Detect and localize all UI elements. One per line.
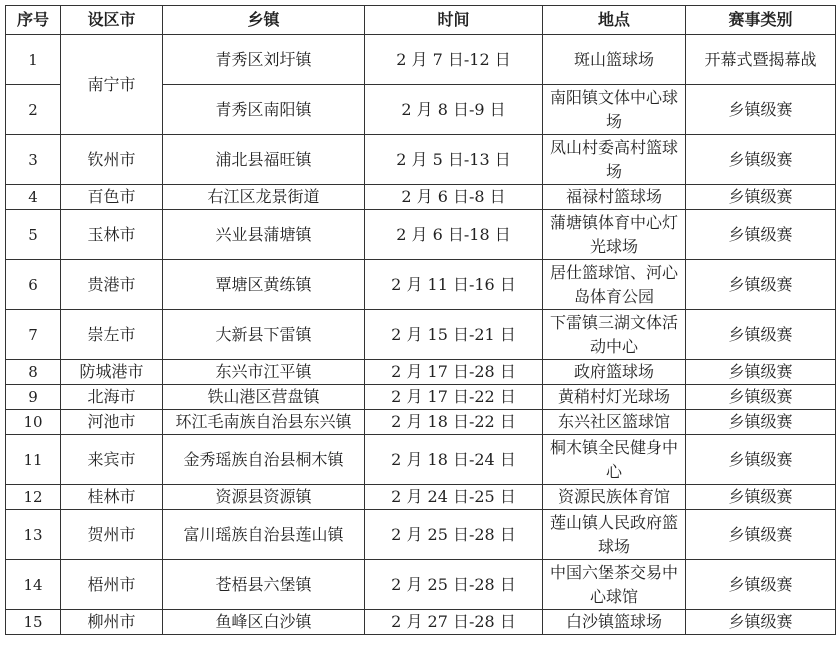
cell-town: 青秀区南阳镇	[163, 85, 365, 135]
cell-category: 乡镇级赛	[686, 560, 836, 610]
cell-time: 2 月 25 日-28 日	[365, 560, 543, 610]
cell-category: 开幕式暨揭幕战	[686, 35, 836, 85]
header-index: 序号	[6, 6, 61, 35]
table-row	[6, 210, 836, 260]
cell-time: 2 月 17 日-22 日	[365, 385, 543, 410]
schedule-table	[5, 5, 836, 635]
cell-venue: 中国六堡茶交易中心球馆	[543, 560, 686, 610]
cell-category: 乡镇级赛	[686, 510, 836, 560]
cell-town: 金秀瑶族自治县桐木镇	[163, 435, 365, 485]
header-row	[6, 6, 836, 35]
cell-index: 7	[6, 310, 61, 360]
table-row	[6, 385, 836, 410]
cell-town: 兴业县蒲塘镇	[163, 210, 365, 260]
cell-venue: 凤山村委高村篮球场	[543, 135, 686, 185]
cell-time: 2 月 6 日-18 日	[365, 210, 543, 260]
cell-town: 铁山港区营盘镇	[163, 385, 365, 410]
cell-venue: 东兴社区篮球馆	[543, 410, 686, 435]
cell-time: 2 月 18 日-24 日	[365, 435, 543, 485]
cell-town: 鱼峰区白沙镇	[163, 610, 365, 635]
cell-index: 12	[6, 485, 61, 510]
table-row	[6, 35, 836, 85]
cell-time: 2 月 5 日-13 日	[365, 135, 543, 185]
cell-category: 乡镇级赛	[686, 210, 836, 260]
cell-category: 乡镇级赛	[686, 185, 836, 210]
cell-city: 梧州市	[61, 560, 163, 610]
cell-category: 乡镇级赛	[686, 385, 836, 410]
cell-town: 覃塘区黄练镇	[163, 260, 365, 310]
cell-category: 乡镇级赛	[686, 435, 836, 485]
cell-town: 环江毛南族自治县东兴镇	[163, 410, 365, 435]
cell-venue: 白沙镇篮球场	[543, 610, 686, 635]
table-row	[6, 135, 836, 185]
cell-category: 乡镇级赛	[686, 310, 836, 360]
cell-city: 桂林市	[61, 485, 163, 510]
cell-city: 玉林市	[61, 210, 163, 260]
table-row	[6, 185, 836, 210]
cell-time: 2 月 15 日-21 日	[365, 310, 543, 360]
cell-city: 南宁市	[61, 35, 163, 135]
cell-venue: 资源民族体育馆	[543, 485, 686, 510]
cell-category: 乡镇级赛	[686, 360, 836, 385]
cell-town: 大新县下雷镇	[163, 310, 365, 360]
cell-index: 4	[6, 185, 61, 210]
cell-category: 乡镇级赛	[686, 260, 836, 310]
cell-time: 2 月 24 日-25 日	[365, 485, 543, 510]
cell-time: 2 月 11 日-16 日	[365, 260, 543, 310]
cell-index: 5	[6, 210, 61, 260]
cell-venue: 政府篮球场	[543, 360, 686, 385]
cell-venue: 南阳镇文体中心球场	[543, 85, 686, 135]
cell-venue: 莲山镇人民政府篮球场	[543, 510, 686, 560]
cell-city: 钦州市	[61, 135, 163, 185]
cell-town: 资源县资源镇	[163, 485, 365, 510]
table-row	[6, 560, 836, 610]
cell-city: 贵港市	[61, 260, 163, 310]
cell-index: 10	[6, 410, 61, 435]
table-row	[6, 610, 836, 635]
cell-index: 9	[6, 385, 61, 410]
table-row	[6, 260, 836, 310]
header-venue: 地点	[543, 6, 686, 35]
cell-town: 右江区龙景街道	[163, 185, 365, 210]
cell-time: 2 月 6 日-8 日	[365, 185, 543, 210]
table-row	[6, 435, 836, 485]
cell-town: 东兴市江平镇	[163, 360, 365, 385]
cell-town: 浦北县福旺镇	[163, 135, 365, 185]
cell-time: 2 月 18 日-22 日	[365, 410, 543, 435]
header-city: 设区市	[61, 6, 163, 35]
cell-city: 百色市	[61, 185, 163, 210]
cell-index: 11	[6, 435, 61, 485]
cell-index: 3	[6, 135, 61, 185]
cell-city: 北海市	[61, 385, 163, 410]
table-row	[6, 510, 836, 560]
cell-time: 2 月 8 日-9 日	[365, 85, 543, 135]
cell-time: 2 月 17 日-28 日	[365, 360, 543, 385]
cell-city: 崇左市	[61, 310, 163, 360]
cell-time: 2 月 27 日-28 日	[365, 610, 543, 635]
cell-city: 河池市	[61, 410, 163, 435]
table-row	[6, 485, 836, 510]
cell-category: 乡镇级赛	[686, 410, 836, 435]
cell-city: 防城港市	[61, 360, 163, 385]
cell-category: 乡镇级赛	[686, 85, 836, 135]
cell-town: 富川瑶族自治县莲山镇	[163, 510, 365, 560]
cell-venue: 蒲塘镇体育中心灯光球场	[543, 210, 686, 260]
cell-town: 苍梧县六堡镇	[163, 560, 365, 610]
cell-time: 2 月 25 日-28 日	[365, 510, 543, 560]
cell-index: 13	[6, 510, 61, 560]
header-category: 赛事类别	[686, 6, 836, 35]
cell-time: 2 月 7 日-12 日	[365, 35, 543, 85]
cell-index: 2	[6, 85, 61, 135]
table-row	[6, 360, 836, 385]
cell-index: 15	[6, 610, 61, 635]
cell-venue: 居仕篮球馆、河心岛体育公园	[543, 260, 686, 310]
cell-index: 6	[6, 260, 61, 310]
cell-venue: 福禄村篮球场	[543, 185, 686, 210]
table-row	[6, 410, 836, 435]
table-body	[6, 35, 836, 635]
cell-venue: 桐木镇全民健身中心	[543, 435, 686, 485]
cell-category: 乡镇级赛	[686, 135, 836, 185]
cell-city: 柳州市	[61, 610, 163, 635]
cell-venue: 斑山篮球场	[543, 35, 686, 85]
header-time: 时间	[365, 6, 543, 35]
cell-index: 14	[6, 560, 61, 610]
cell-city: 来宾市	[61, 435, 163, 485]
cell-category: 乡镇级赛	[686, 610, 836, 635]
cell-index: 8	[6, 360, 61, 385]
cell-town: 青秀区刘圩镇	[163, 35, 365, 85]
header-town: 乡镇	[163, 6, 365, 35]
cell-venue: 黄稍村灯光球场	[543, 385, 686, 410]
cell-venue: 下雷镇三湖文体活动中心	[543, 310, 686, 360]
cell-category: 乡镇级赛	[686, 485, 836, 510]
table-row	[6, 310, 836, 360]
cell-city: 贺州市	[61, 510, 163, 560]
cell-index: 1	[6, 35, 61, 85]
